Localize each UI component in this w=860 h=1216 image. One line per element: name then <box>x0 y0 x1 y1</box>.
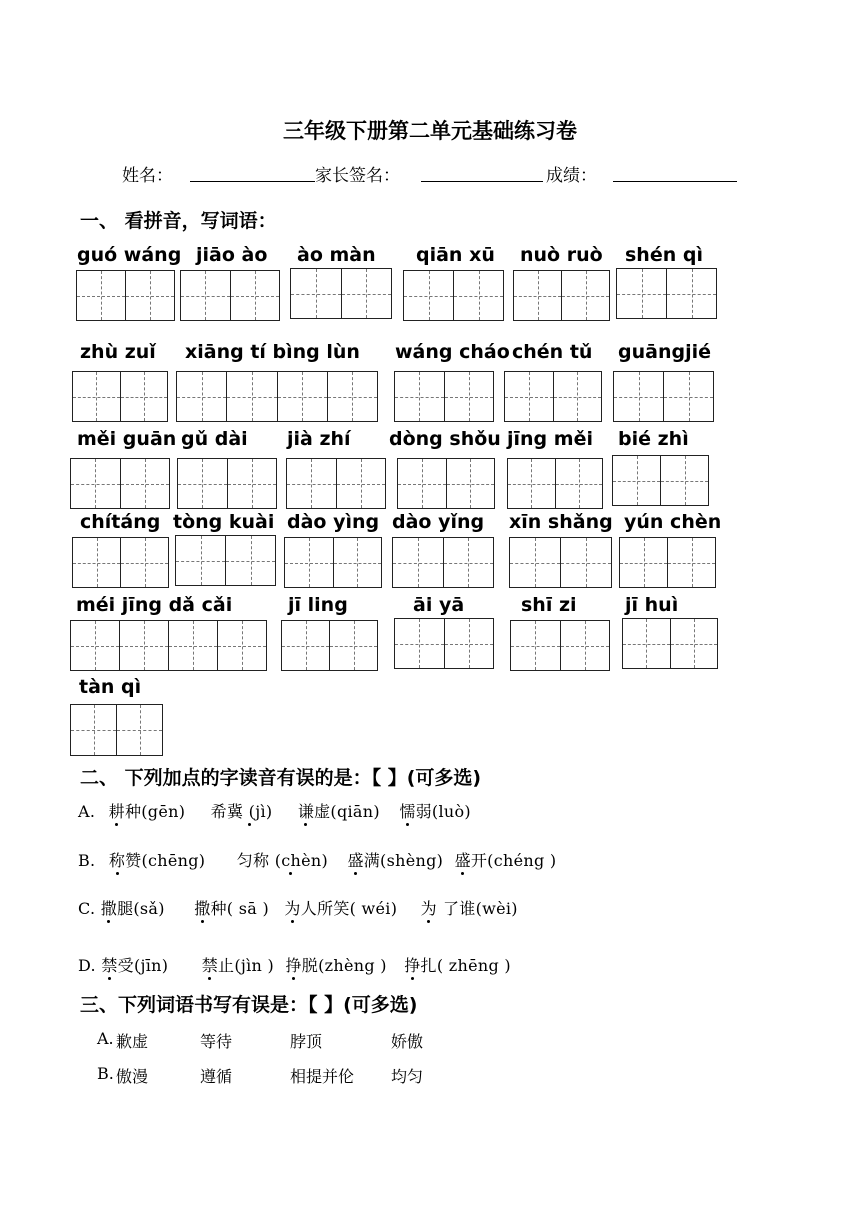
pinyin-label: méi jīng dǎ cǎi <box>76 594 233 616</box>
dotted-char: 盛 <box>454 851 471 870</box>
pinyin-label: dào yǐng <box>392 511 485 533</box>
dotted-char: 盛 <box>347 851 364 870</box>
writing-grid[interactable] <box>70 620 267 671</box>
section1-heading: 一、 看拼音，写词语： <box>80 210 277 232</box>
dotted-char: 耕 <box>108 802 125 821</box>
writing-grid[interactable] <box>616 268 717 319</box>
dotted-char: 为 <box>284 899 301 918</box>
word: 傲漫 <box>116 1067 149 1086</box>
score-label: 成绩： <box>546 166 597 186</box>
pinyin-label: qiān xū <box>416 244 495 266</box>
option-a-label: A. <box>97 1029 114 1048</box>
pinyin-label: tàn qì <box>79 676 142 698</box>
pinyin-label: guó wáng <box>77 244 182 266</box>
writing-grid[interactable] <box>176 371 378 422</box>
dotted-char: 挣 <box>285 956 302 975</box>
section2-heading: 二、 下列加点的字读音有误的是：【 】(可多选) <box>80 767 482 789</box>
writing-grid[interactable] <box>392 537 494 588</box>
score-blank[interactable] <box>613 181 737 182</box>
name-blank[interactable] <box>190 181 315 182</box>
pinyin-label: xiāng tí bìng lùn <box>185 341 360 363</box>
writing-grid[interactable] <box>177 458 277 509</box>
dotted-char: 称 <box>108 851 126 870</box>
pinyin-label: jīng měi <box>507 428 593 450</box>
writing-grid[interactable] <box>180 270 280 321</box>
dotted-char: 冀 (jì) <box>226 802 273 821</box>
pinyin-label: jiāo ào <box>196 244 268 266</box>
pinyin-label: jī ling <box>288 594 348 616</box>
dotted-char: 为 <box>420 899 437 918</box>
writing-grid[interactable] <box>175 535 276 586</box>
pinyin-label: gǔ dài <box>181 428 248 450</box>
pinyin-label: jià zhí <box>287 428 351 450</box>
word: 遵循 <box>200 1067 233 1086</box>
dotted-char: 禁 <box>101 956 118 975</box>
writing-grid[interactable] <box>394 618 494 669</box>
pinyin-label: tòng kuài <box>173 511 275 533</box>
writing-grid[interactable] <box>72 537 169 588</box>
writing-grid[interactable] <box>72 371 168 422</box>
option-c-row: C. 撒腿(sǎ) 撒种( sā ) 为人所笑( wéi) 为 了谁(wèi) <box>78 899 518 918</box>
writing-grid[interactable] <box>70 458 170 509</box>
word: 歉虚 <box>116 1032 149 1051</box>
dotted-char: 称 (chèn) <box>253 851 329 870</box>
dotted-char: 谦 <box>297 802 315 821</box>
writing-grid[interactable] <box>76 270 175 321</box>
writing-grid[interactable] <box>281 620 378 671</box>
writing-grid[interactable] <box>397 458 495 509</box>
writing-grid[interactable] <box>510 620 610 671</box>
option-label: D. <box>78 956 96 975</box>
writing-grid[interactable] <box>612 455 709 506</box>
pinyin-label: dòng shǒu <box>389 428 501 450</box>
pinyin-label: yún chèn <box>624 511 722 533</box>
option-a-row: A. 耕种(gēn) 希冀 (jì) 谦虚(qiān) 懦弱(luò) <box>78 802 471 821</box>
word: 均匀 <box>391 1067 424 1086</box>
pinyin-label: shī zi <box>521 594 577 616</box>
pinyin-label: wáng cháo <box>395 341 510 363</box>
writing-grid[interactable] <box>513 270 610 321</box>
dotted-char: 撒 <box>100 899 118 918</box>
option-d-row: D. 禁受(jīn) 禁止(jìn ) 挣脱(zhèng ) 挣扎( zhēng ) <box>78 956 511 975</box>
word: 娇傲 <box>391 1032 424 1051</box>
pinyin-label: ào màn <box>297 244 376 266</box>
pinyin-label: jī huì <box>625 594 679 616</box>
word: 等待 <box>200 1032 233 1051</box>
pinyin-label: zhù zuǐ <box>80 341 156 363</box>
writing-grid[interactable] <box>613 371 714 422</box>
option-b-label: B. <box>97 1064 114 1083</box>
option-b-row: B. 称赞(chēng) 匀称 (chèn) 盛满(shèng) 盛开(chéng ) <box>78 851 557 870</box>
parent-signature-blank[interactable] <box>421 181 543 182</box>
word: 相提并伦 <box>290 1067 355 1086</box>
writing-grid[interactable] <box>284 537 382 588</box>
writing-grid[interactable] <box>394 371 494 422</box>
section3-heading: 三、下列词语书写有误是：【 】(可多选) <box>80 994 418 1016</box>
writing-grid[interactable] <box>619 537 716 588</box>
option-label: A. <box>78 802 96 821</box>
pinyin-label: chén tǔ <box>512 341 593 363</box>
pinyin-label: nuò ruò <box>520 244 603 266</box>
pinyin-label: měi guān <box>77 428 177 450</box>
writing-grid[interactable] <box>290 268 392 319</box>
writing-grid[interactable] <box>622 618 718 669</box>
page-title: 三年级下册第二单元基础练习卷 <box>283 119 577 143</box>
parent-signature-label: 家长签名： <box>315 166 400 186</box>
pinyin-label: bié zhì <box>618 428 689 450</box>
option-label: C. <box>78 899 96 918</box>
writing-grid[interactable] <box>286 458 386 509</box>
writing-grid[interactable] <box>403 270 504 321</box>
dotted-char: 懦 <box>399 802 416 821</box>
pinyin-label: āi yā <box>413 594 465 616</box>
word: 脖顶 <box>290 1032 323 1051</box>
writing-grid[interactable] <box>509 537 612 588</box>
name-label: 姓名： <box>122 166 173 186</box>
dotted-char: 挣 <box>404 956 421 975</box>
option-label: B. <box>78 851 96 870</box>
pinyin-label: shén qì <box>625 244 703 266</box>
pinyin-label: chítáng <box>80 511 161 533</box>
pinyin-label: guāngjié <box>618 341 711 363</box>
dotted-char: 撒 <box>194 899 211 918</box>
writing-grid[interactable] <box>70 704 163 756</box>
writing-grid[interactable] <box>504 371 602 422</box>
writing-grid[interactable] <box>507 458 603 509</box>
pinyin-label: dào yìng <box>287 511 380 533</box>
dotted-char: 禁 <box>201 956 219 975</box>
pinyin-label: xīn shǎng <box>509 511 613 533</box>
